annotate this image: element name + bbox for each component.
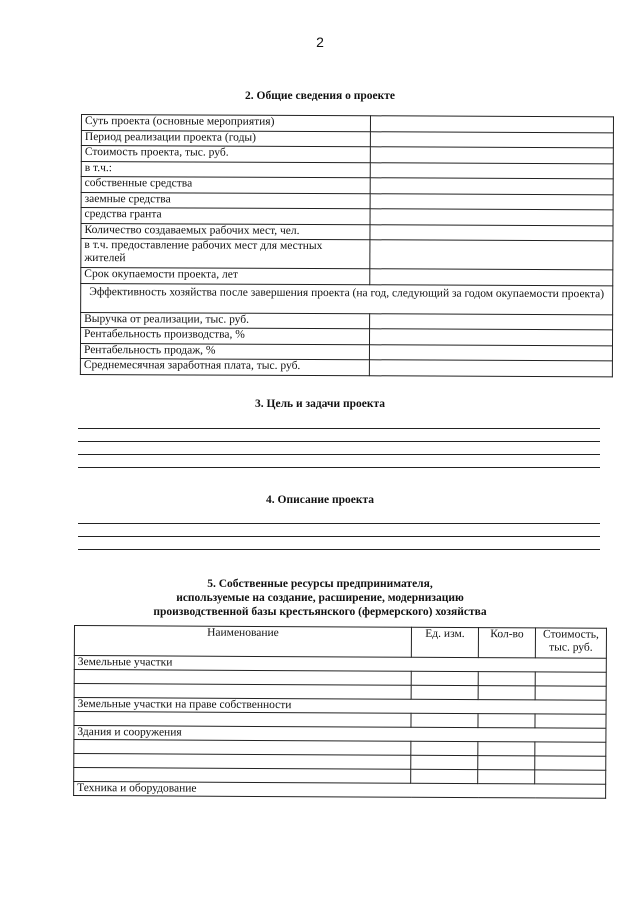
- blank-line[interactable]: [78, 429, 600, 442]
- group-row: [74, 782, 606, 799]
- section5-heading-line1: 5. Собственные ресурсы предпринимателя,: [207, 578, 433, 590]
- row-label: Выручка от реализации, тыс. руб.: [81, 312, 370, 329]
- cell[interactable]: [411, 671, 478, 685]
- blank-line[interactable]: [78, 442, 600, 455]
- column-header-cost: Стоимость, тыс. руб.: [535, 628, 606, 658]
- value-cell[interactable]: [370, 313, 613, 330]
- value-cell[interactable]: [370, 269, 613, 286]
- cell[interactable]: [411, 769, 478, 783]
- cell[interactable]: [411, 755, 478, 769]
- cell[interactable]: [535, 686, 606, 700]
- page-number: 2: [316, 34, 324, 50]
- blank-line[interactable]: [78, 511, 600, 524]
- value-cell[interactable]: [369, 329, 612, 346]
- cell[interactable]: [478, 714, 535, 728]
- row-label: Рентабельность продаж, %: [80, 343, 369, 360]
- blank-line[interactable]: [78, 524, 600, 537]
- cell[interactable]: [411, 741, 478, 755]
- value-cell[interactable]: [370, 193, 613, 210]
- row-label: заемные средства: [81, 192, 370, 209]
- value-cell[interactable]: [370, 209, 613, 226]
- cell[interactable]: [535, 756, 606, 770]
- row-label: Срок окупаемости проекта, лет: [81, 268, 370, 285]
- row-label: Количество создаваемых рабочих мест, чел.: [81, 223, 370, 240]
- row-label: средства гранта: [81, 208, 370, 225]
- group-label: Техника и оборудование: [74, 782, 606, 799]
- value-cell[interactable]: [370, 178, 613, 195]
- row-label: Суть проекта (основные мероприятия): [81, 115, 370, 132]
- row-label: Период реализации проекта (годы): [81, 130, 370, 147]
- cell[interactable]: [478, 756, 535, 770]
- cell[interactable]: [411, 685, 478, 699]
- cell[interactable]: [535, 742, 606, 756]
- section5-heading-line2: используемые на создание, расширение, модернизацию: [176, 592, 464, 604]
- column-header-unit: Ед. изм.: [411, 627, 478, 657]
- value-cell[interactable]: [370, 116, 613, 133]
- table-header-row: [74, 626, 606, 659]
- goals-lines[interactable]: [78, 416, 600, 468]
- group-label: Здания и сооружения: [74, 726, 606, 743]
- cell[interactable]: [411, 713, 478, 727]
- row-label: Среднемесячная заработная плата, тыс. руб.: [80, 358, 369, 375]
- cell[interactable]: [478, 672, 535, 686]
- column-header-qty: Кол-во: [478, 628, 535, 658]
- group-label: Земельные участки на праве собственности: [74, 698, 606, 715]
- row-label: Стоимость проекта, тыс. руб.: [81, 146, 370, 163]
- description-lines[interactable]: [78, 511, 600, 550]
- group-label: Земельные участки: [74, 656, 606, 673]
- row-label: Рентабельность производства, %: [81, 328, 370, 345]
- cell[interactable]: [478, 742, 535, 756]
- cell[interactable]: [478, 686, 535, 700]
- cell[interactable]: [535, 770, 606, 784]
- value-cell[interactable]: [370, 240, 613, 270]
- value-cell[interactable]: [370, 162, 613, 179]
- value-cell[interactable]: [370, 147, 613, 164]
- section5-heading-line3: производственной базы крестьянского (фермерского) хозяйства: [153, 606, 487, 618]
- row-label: в т.ч.:: [81, 161, 370, 178]
- section4-heading: 4. Описание проекта: [266, 494, 374, 506]
- efficiency-header: Эффективность хозяйства после завершения проекта (на год, следующий за годом окупаемости проекта): [81, 283, 613, 314]
- cell[interactable]: [478, 770, 535, 784]
- section3-heading: 3. Цель и задачи проекта: [255, 398, 385, 410]
- table-row: [81, 283, 613, 314]
- row-label: в т.ч. предоставление рабочих мест для местных жителей: [81, 239, 370, 269]
- table-row: [80, 358, 612, 376]
- value-cell[interactable]: [370, 224, 613, 241]
- cell[interactable]: [535, 672, 606, 686]
- resources-table: [73, 625, 607, 799]
- value-cell[interactable]: [369, 344, 612, 361]
- value-cell[interactable]: [370, 131, 613, 148]
- project-info-table: [80, 114, 614, 377]
- value-cell[interactable]: [369, 360, 612, 377]
- blank-line[interactable]: [78, 537, 600, 550]
- blank-line[interactable]: [78, 455, 600, 468]
- row-label: собственные средства: [81, 177, 370, 194]
- cell[interactable]: [535, 714, 606, 728]
- section2-heading: 2. Общие сведения о проекте: [245, 90, 395, 102]
- column-header-name: Наименование: [74, 626, 411, 658]
- table-row: [81, 239, 613, 270]
- blank-line[interactable]: [78, 416, 600, 429]
